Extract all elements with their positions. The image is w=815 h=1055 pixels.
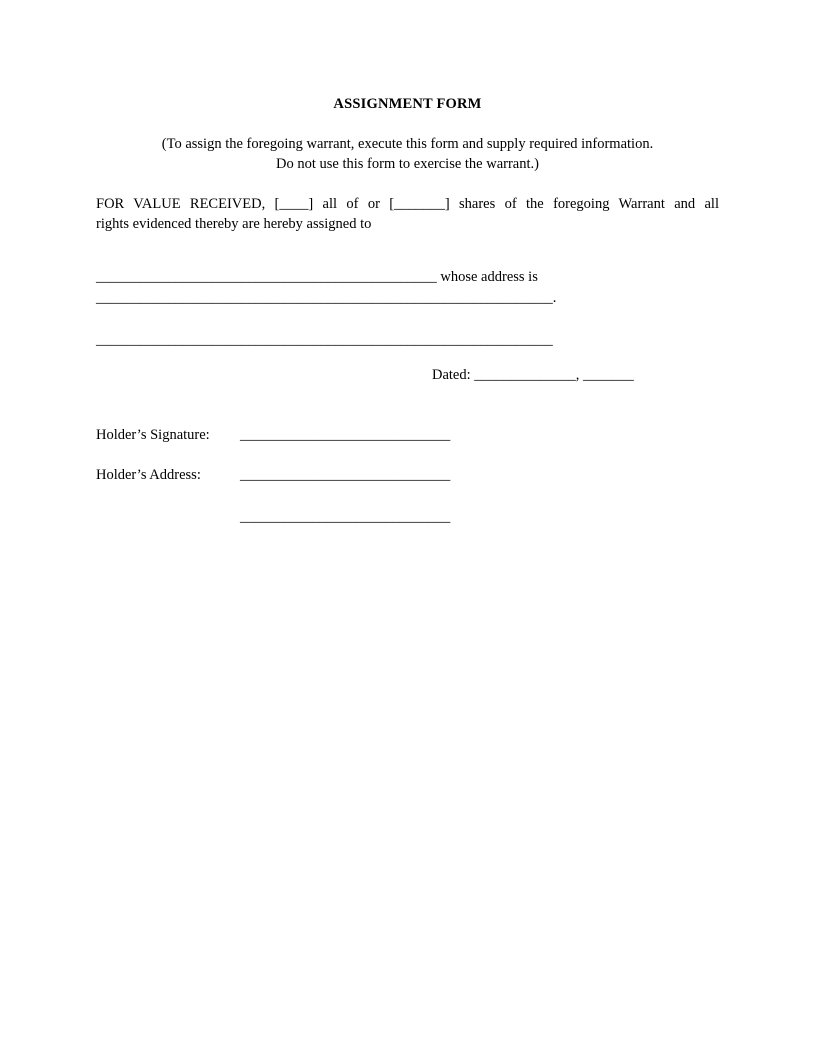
holder-address-blank-2: _____________________________ [240,509,451,525]
holder-address-blank-1: _____________________________ [240,467,451,483]
assignee-name-line: _______________________________________________ whose address is [96,269,538,285]
assignee-address-line-2: _______________________________________________________________ [96,332,553,348]
assignment-clause-line-1: FOR VALUE RECEIVED, [____] all of or [_______] shares of the foregoing Warrant and all [96,196,719,212]
holder-signature-label: Holder’s Signature: [96,427,210,443]
holder-address-label: Holder’s Address: [96,467,201,483]
instructions-line-2: Do not use this form to exercise the warrant.) [276,156,539,172]
instructions-line-1: (To assign the foregoing warrant, execute this form and supply required information. [161,136,654,152]
dated-line: Dated: ______________, _______ [432,367,634,383]
holder-signature-blank: _____________________________ [240,427,451,443]
page-title: ASSIGNMENT FORM [333,96,482,112]
assignment-clause-line-2: rights evidenced thereby are hereby assigned to [96,216,372,232]
assignee-address-line-1: _______________________________________________________________. [96,290,557,306]
